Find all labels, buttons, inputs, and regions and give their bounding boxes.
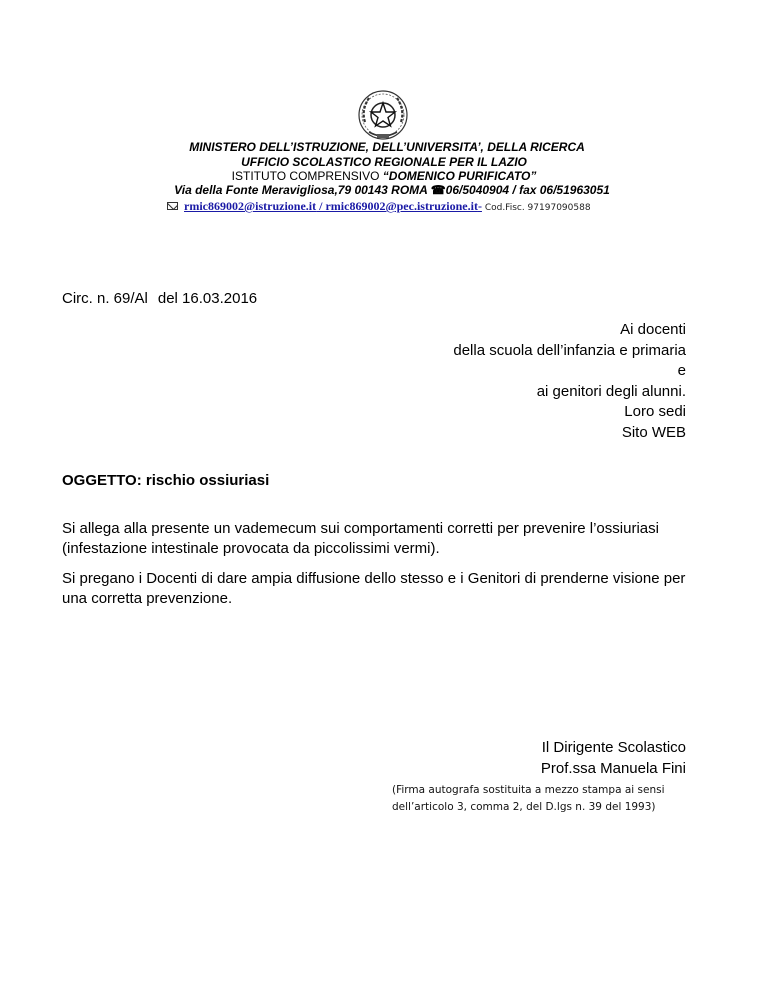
ministry-name: MINISTERO DELL’ISTRUZIONE, DELL’UNIVERSITA’, DELLA RICERCA [189,140,585,154]
envelope-icon [167,202,178,210]
regional-office-name: UFFICIO SCOLASTICO REGIONALE PER IL LAZIO [241,155,527,169]
recipient-line: e [677,362,686,379]
signatory-name: Prof.ssa Manuela Fini [540,759,686,777]
school-type: ISTITUTO COMPRENSIVO [231,169,383,183]
phone-fax: 06/5040904 / fax 06/51963051 [445,183,610,197]
contact-line [167,199,591,215]
phone-icon: ☎ [430,183,446,197]
address-line [8,183,768,197]
recipients-block [453,320,686,443]
recipient-line: Sito WEB [621,423,686,441]
subject-line: OGGETTO: rischio ossiuriasi [62,472,270,489]
school-address: Via della Fonte Meravigliosa,79 00143 ROMA [174,183,431,197]
email-dash: - [477,199,482,213]
signatory-role: Il Dirigente Scolastico [541,739,686,756]
tax-code: Cod.Fisc. 97197090588 [481,203,591,213]
recipient-line: ai genitori degli alunni. [536,382,686,400]
school-name: “DOMENICO PURIFICATO” [382,169,537,183]
email-separator: / [316,199,326,213]
circular-date: del 16.03.2016 [157,290,258,307]
body-paragraph-2: Si pregano i Docenti di dare ampia diffusione dello stesso e i Genitori di prenderne visione per una corretta prevenzione. [62,570,686,607]
signature-note [392,782,712,816]
recipient-line: della scuola dell’infanzia e primaria [453,341,686,359]
circular-reference [62,290,257,307]
recipient-line: Ai docenti [620,321,686,338]
recipient-line: Loro sedi [624,403,686,420]
email-link[interactable]: rmic869002@istruzione.it [184,199,317,213]
signature-block [541,738,686,779]
school-name-line [0,169,768,183]
body-paragraph-1: Si allega alla presente un vademecum sui comportamenti corretti per prevenire l’ossiuriasi (infestazione intestinale provocata da piccolissimi vermi). [62,520,659,557]
italian-republic-emblem-icon [355,88,411,144]
signature-note-line-2: dell’articolo 3, comma 2, del D.lgs n. 39 del 1993) [392,801,656,813]
circular-number: Circ. n. 69/Al [62,290,148,307]
signature-note-line-1: (Firma autografa sostituita a mezzo stampa ai sensi [392,784,665,796]
pec-email-link[interactable]: rmic869002@pec.istruzione.it [325,199,478,213]
